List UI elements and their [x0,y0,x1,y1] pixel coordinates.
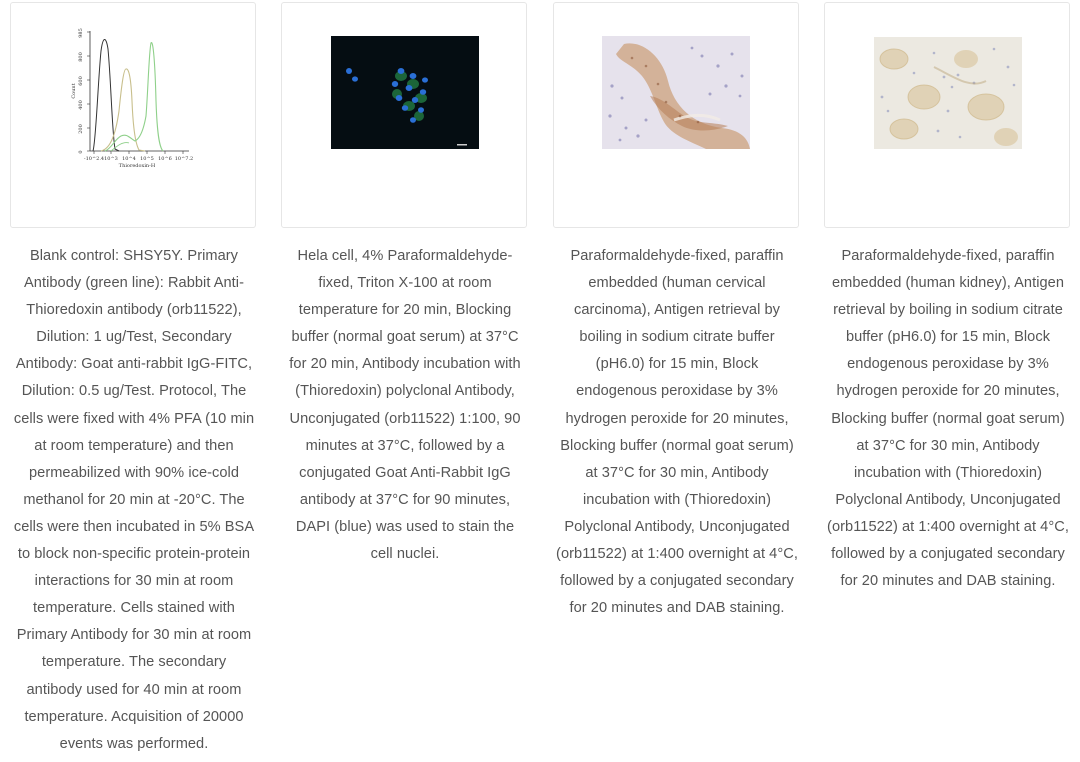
x-tick-label: 10^7.2 [174,156,194,162]
y-tick-label: 400 [78,100,84,110]
image-caption: Hela cell, 4% Paraformaldehyde-fixed, Triton X-100 at room temperature for 20 min, Blocking buffer (normal goat serum) at 37°C for 20 min, Antibody incubation with (Thioredoxin) polyclonal Antibody, Unconjugated (orb11522) 1:100, 90 minutes at 37°C, followed by a conjugated Goat Anti-Rabbit IgG antibody at 37°C for 90 minutes, DAPI (blue) was used to stain the cell nuclei. [289,248,521,563]
ihc-kidney[interactable] [874,37,1022,149]
image-card[interactable] [824,2,1070,228]
histogram-plot [71,21,211,171]
y-tick-label: 600 [78,76,84,86]
gallery-item [10,2,258,758]
flow-cytometry-histogram[interactable] [71,21,211,171]
ihc-image [874,37,1022,149]
image-caption: Paraformaldehyde-fixed, paraffin embedded (human cervical carcinoma), Antigen retrieval by boiling in sodium citrate buffer (pH6.0) for 15 min, Block endogenous peroxidase by 3% hydrogen peroxide for 20 minutes, Blocking buffer (normal goat serum) at 37°C for 30 min, Antibody incubation with (Thioredoxin) Polyclonal Antibody, Unconjugated (orb11522) at 1:400 overnight at 4°C, followed by a conjugated secondary for 20 minutes and DAB staining. [556,248,798,617]
y-tick-label: 800 [78,52,84,62]
gallery-item [824,2,1072,595]
immunofluorescence-hela[interactable] [331,36,479,149]
x-tick-label: 10^6 [158,156,172,162]
gallery-item [553,2,801,622]
gallery-item [281,2,529,568]
y-axis-label: Count [71,83,77,99]
ihc-image [602,36,750,149]
image-card[interactable] [10,2,256,228]
image-caption: Paraformaldehyde-fixed, paraffin embedded (human kidney), Antigen retrieval by boiling in sodium citrate buffer (pH6.0) for 15 min, Block endogenous peroxidase by 3% hydrogen peroxide for 20 minutes, Blocking buffer (normal goat serum) at 37°C for 30 min, Antibody incubation with (Thioredoxin) Polyclonal Antibody, Unconjugated (orb11522) at 1:400 overnight at 4°C, followed by a conjugated secondary for 20 minutes and DAB staining. [827,248,1069,590]
fluorescence-image [331,36,479,149]
image-card[interactable] [553,2,799,228]
x-tick-label: 10^5 [140,156,154,162]
y-tick-label: 985 [78,28,84,38]
x-tick-label: 10^3 [104,156,118,162]
image-card[interactable] [281,2,527,228]
x-tick-label: -10^2.4 [83,156,105,162]
image-caption: Blank control: SHSY5Y. Primary Antibody (green line): Rabbit Anti-Thioredoxin antibody (orb11522), Dilution: 1 ug/Test, Secondary Antibody: Goat anti-rabbit IgG-FITC, Dilution: 0.5 ug/Test. Protocol, The cells were fixed with 4% PFA (10 min at room temperature) and then permeabilized with 90% ice-cold methanol for 20 min at -20°C. The cells were then incubated in 5% BSA to block non-specific protein-protein interactions for 30 min at room temperature. Cells stained with Primary Antibody for 30 min at room temperature. The secondary antibody used for 40 min at room temperature. Acquisition of 20000 events was performed. [13,248,255,752]
ihc-cervical-carcinoma[interactable] [602,36,750,149]
x-axis-label: Thioredoxin-H [118,163,156,169]
x-tick-label: 10^4 [122,156,136,162]
y-tick-label: 0 [78,150,84,154]
y-tick-label: 200 [78,124,84,134]
blank-control-curve [93,39,119,151]
